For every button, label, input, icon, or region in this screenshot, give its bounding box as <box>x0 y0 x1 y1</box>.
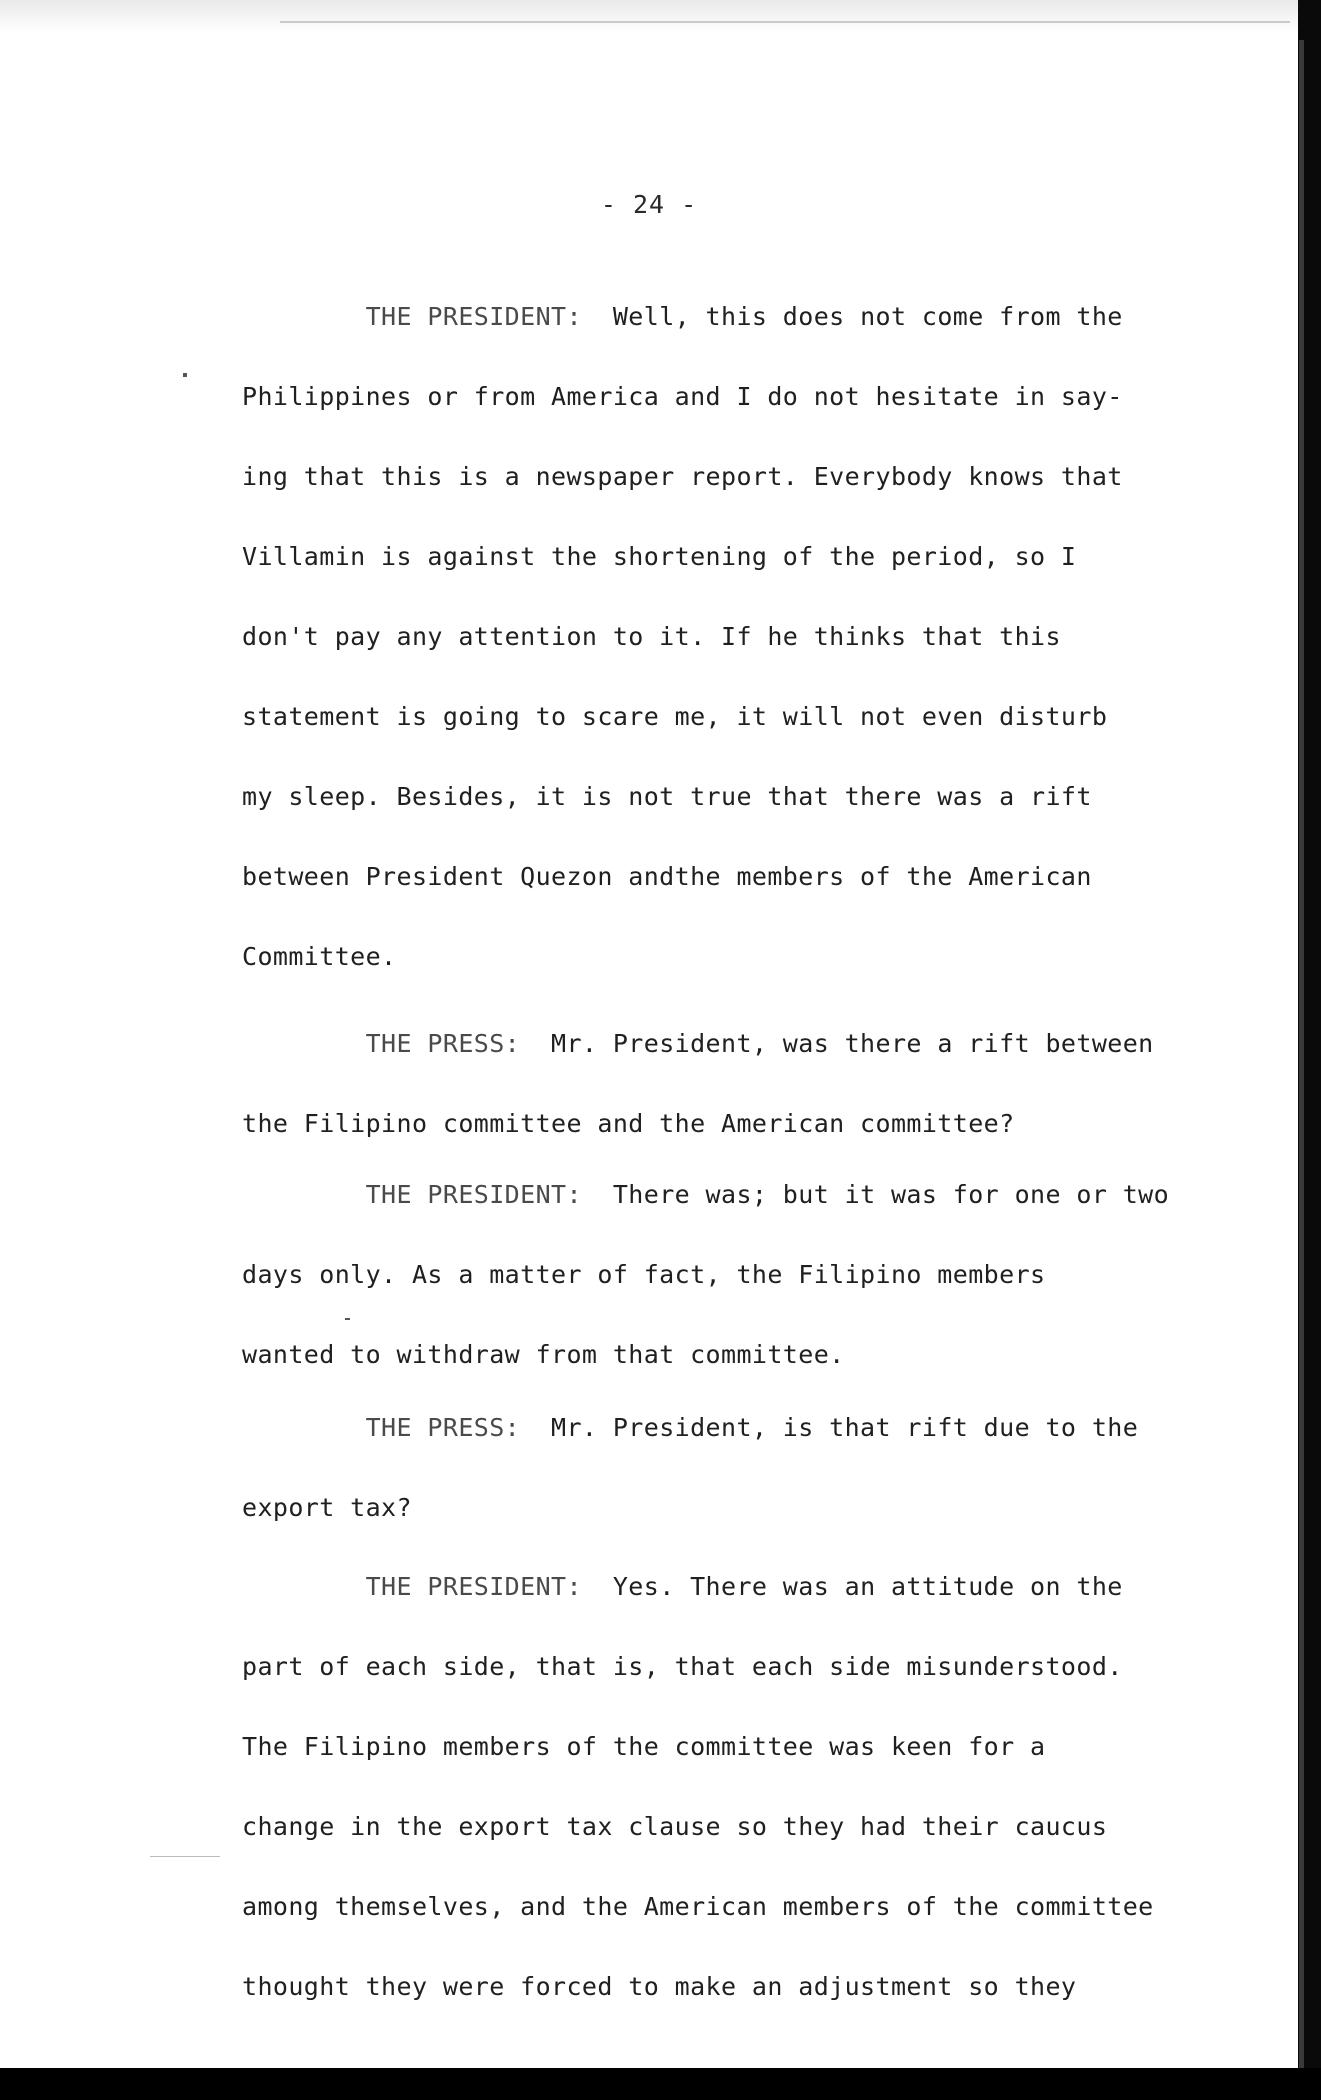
paragraph-text: Mr. President, is that rift due to the export tax? <box>242 1413 1139 1522</box>
speaker-label: THE PRESIDENT: <box>242 1572 613 1601</box>
speaker-label: THE PRESS: <box>242 1413 552 1442</box>
paragraph-text: There was; but it was for one or two days only. As a matter of fact, the Filipino members wanted to withdraw from that committee. <box>242 1180 1170 1369</box>
page-number: - 24 - <box>600 190 698 219</box>
scan-speck <box>345 1318 350 1320</box>
paragraph <box>242 1547 1182 2027</box>
speaker-label: THE PRESIDENT: <box>242 1180 613 1209</box>
paragraph <box>242 1004 1182 1164</box>
scan-right-border <box>1298 0 1321 2100</box>
paragraph <box>242 1388 1182 1548</box>
paragraph-text: Mr. President, was there a rift between the Filipino committee and the American committee? <box>242 1029 1154 1138</box>
paragraph-text: Well, this does not come from the Philippines or from America and I do not hesitate in say- ing that this is a newspaper report. Everybody knows that Villamin is against the shortening of the period, so I don't pay any attention to it. If he thinks that this statement is going to scare me, it will not even disturb my sleep. Besides, it is not true that there was a rift between President Quezon andthe members of the American Committee. <box>242 302 1123 971</box>
scan-bottom-border <box>0 2068 1321 2100</box>
scan-speck <box>183 373 187 377</box>
scan-top-edge <box>0 0 1298 34</box>
speaker-label: THE PRESS: <box>242 1029 552 1058</box>
speaker-label: THE PRESIDENT: <box>242 302 613 331</box>
scan-right-border-inner <box>1299 40 1304 2080</box>
paragraph <box>242 277 1182 997</box>
scan-speck <box>150 1856 220 1857</box>
paragraph <box>242 1155 1182 1395</box>
scan-top-rule <box>280 21 1290 23</box>
paragraph-text: Yes. There was an attitude on the part of each side, that is, that each side misunderstood. The Filipino members of the committee was keen for a change in the export tax clause so they had their caucus among themselves, and the American members of the committee thought they were forced to make an adjustment so they <box>242 1572 1154 2001</box>
